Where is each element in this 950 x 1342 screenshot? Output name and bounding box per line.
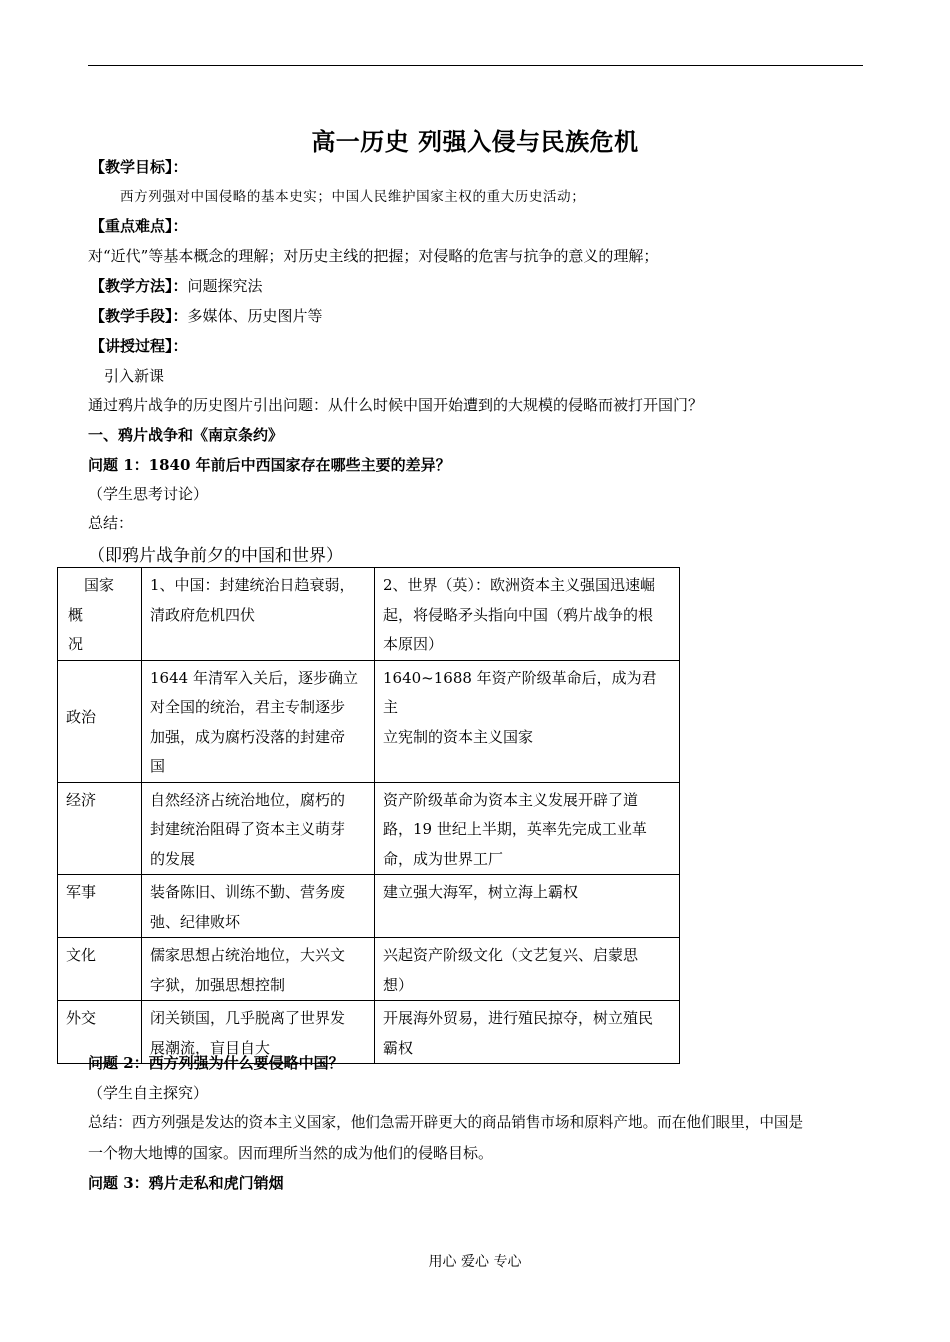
key-points-text: 对“近代”等基本概念的理解；对历史主线的把握；对侵略的危害与抗争的意义的理解； <box>88 247 659 265</box>
world-cell <box>375 1001 680 1064</box>
cell-line: 的发展 <box>150 849 196 868</box>
cell-line: 开展海外贸易，进行殖民掠夺，树立殖民 <box>383 1009 654 1027</box>
means-heading: 【教学手段】： <box>90 307 188 325</box>
cell-line: 1640~1688 年资产阶级革命后，成为君主 <box>383 668 657 716</box>
table-row-economy <box>58 782 680 875</box>
world-cell <box>375 782 680 875</box>
means-text: 多媒体、历史图片等 <box>187 307 323 325</box>
header-line: 起，将侵略矛头指向中国（鸦片战争的根 <box>383 605 654 624</box>
cell-line: 字狱，加强思想控制 <box>150 975 286 994</box>
method-line <box>90 276 263 296</box>
header-line: 清政府危机四伏 <box>150 605 256 624</box>
row-label: 文化 <box>58 938 142 1001</box>
header-line: 2、世界（英）：欧洲资本主义强国迅速崛 <box>383 576 656 594</box>
intro-text: 通过鸦片战争的历史图片引出问题：从什么时候中国开始遭到的大规模的侵略而被打开国门？ <box>88 396 704 414</box>
row-label: 经济 <box>58 782 142 875</box>
header-cell-china <box>142 568 375 661</box>
table-row-military <box>58 875 680 938</box>
question-1-summary: 总结： <box>88 514 134 532</box>
cell-line: 建立强大海军，树立海上霸权 <box>383 883 579 901</box>
cell-line: 封建统治阻碍了资本主义萌芽 <box>150 820 346 838</box>
header-line: 概 <box>68 605 84 624</box>
section-heading: 一、鸦片战争和《南京条约》 <box>88 426 284 444</box>
cell-line: 资产阶级革命为资本主义发展开辟了道 <box>383 790 639 809</box>
header-rule <box>88 65 863 66</box>
question-2-note: （学生自主探究） <box>88 1084 209 1102</box>
cell-line: 儒家思想占统治地位，大兴文 <box>150 946 346 964</box>
cell-line: 加强，成为腐朽没落的封建帝 <box>150 727 346 746</box>
header-line: 本原因） <box>383 635 444 653</box>
world-cell <box>375 938 680 1001</box>
key-points-heading: 【重点难点】： <box>90 217 188 235</box>
comparison-table <box>57 567 680 1064</box>
header-line: 国家 <box>84 576 115 594</box>
question-2: 问题 2：西方列强为什么要侵略中国？ <box>88 1054 344 1072</box>
world-cell <box>375 875 680 938</box>
cell-line: 1644 年清军入关后，逐步确立 <box>150 668 358 687</box>
cell-line: 国 <box>150 757 166 775</box>
question-1-note: （学生思考讨论） <box>88 485 209 503</box>
means-line <box>90 306 323 326</box>
row-label: 军事 <box>58 875 142 938</box>
objectives-heading: 【教学目标】： <box>90 158 188 176</box>
question-2-summary-line-1: 总结：西方列强是发达的资本主义国家，他们急需开辟更大的商品销售市场和原料产地。而在他们眼里，中国是 <box>88 1114 804 1131</box>
objectives-text: 西方列强对中国侵略的基本史实；中国人民维护国家主权的重大历史活动； <box>120 189 586 205</box>
cell-line: 自然经济占统治地位，腐朽的 <box>150 790 346 809</box>
question-3: 问题 3：鸦片走私和虎门销烟 <box>88 1174 284 1192</box>
cell-line: 闭关锁国，几乎脱离了世界发 <box>150 1009 346 1027</box>
cell-line: 弛、纪律败坏 <box>150 912 241 931</box>
method-text: 问题探究法 <box>187 277 263 295</box>
header-line: 况 <box>68 635 84 653</box>
cell-line: 路，19 世纪上半期，英率先完成工业革 <box>383 820 647 838</box>
china-cell <box>142 660 375 782</box>
china-cell <box>142 875 375 938</box>
cell-line: 兴起资产阶级文化（文艺复兴、启蒙思 <box>383 946 639 964</box>
cell-line: 对全国的统治，君主专制逐步 <box>150 698 346 716</box>
cell-line: 命，成为世界工厂 <box>383 849 504 868</box>
method-heading: 【教学方法】： <box>90 277 188 295</box>
row-label: 政治 <box>58 660 142 782</box>
question-2-summary-line-2: 一个物大地博的国家。因而理所当然的成为他们的侵略目标。 <box>88 1144 494 1162</box>
page-footer: 用心 爱心 专心 <box>428 1254 522 1270</box>
world-cell <box>375 660 680 782</box>
cell-line: 装备陈旧、训练不勤、营务废 <box>150 883 346 901</box>
process-heading: 【讲授过程】： <box>90 337 188 355</box>
cell-line: 立宪制的资本主义国家 <box>383 727 534 746</box>
china-cell <box>142 938 375 1001</box>
table-caption: （即鸦片战争前夕的中国和世界） <box>88 546 343 566</box>
cell-line: 展潮流，盲目自大 <box>150 1038 271 1057</box>
china-cell <box>142 782 375 875</box>
cell-line: 霸权 <box>383 1038 414 1057</box>
header-cell-world <box>375 568 680 661</box>
intro-label: 引入新课 <box>104 367 165 385</box>
header-cell-category <box>58 568 142 661</box>
table-header-row <box>58 568 680 661</box>
question-1: 问题 1：1840 年前后中西国家存在哪些主要的差异？ <box>88 456 451 474</box>
document-title: 高一历史 列强入侵与民族危机 <box>311 127 639 156</box>
row-label: 外交 <box>58 1001 142 1064</box>
table-row-politics <box>58 660 680 782</box>
header-line: 1、中国：封建统治日趋衰弱， <box>150 576 355 594</box>
cell-line: 想） <box>383 975 414 994</box>
table-row-culture <box>58 938 680 1001</box>
